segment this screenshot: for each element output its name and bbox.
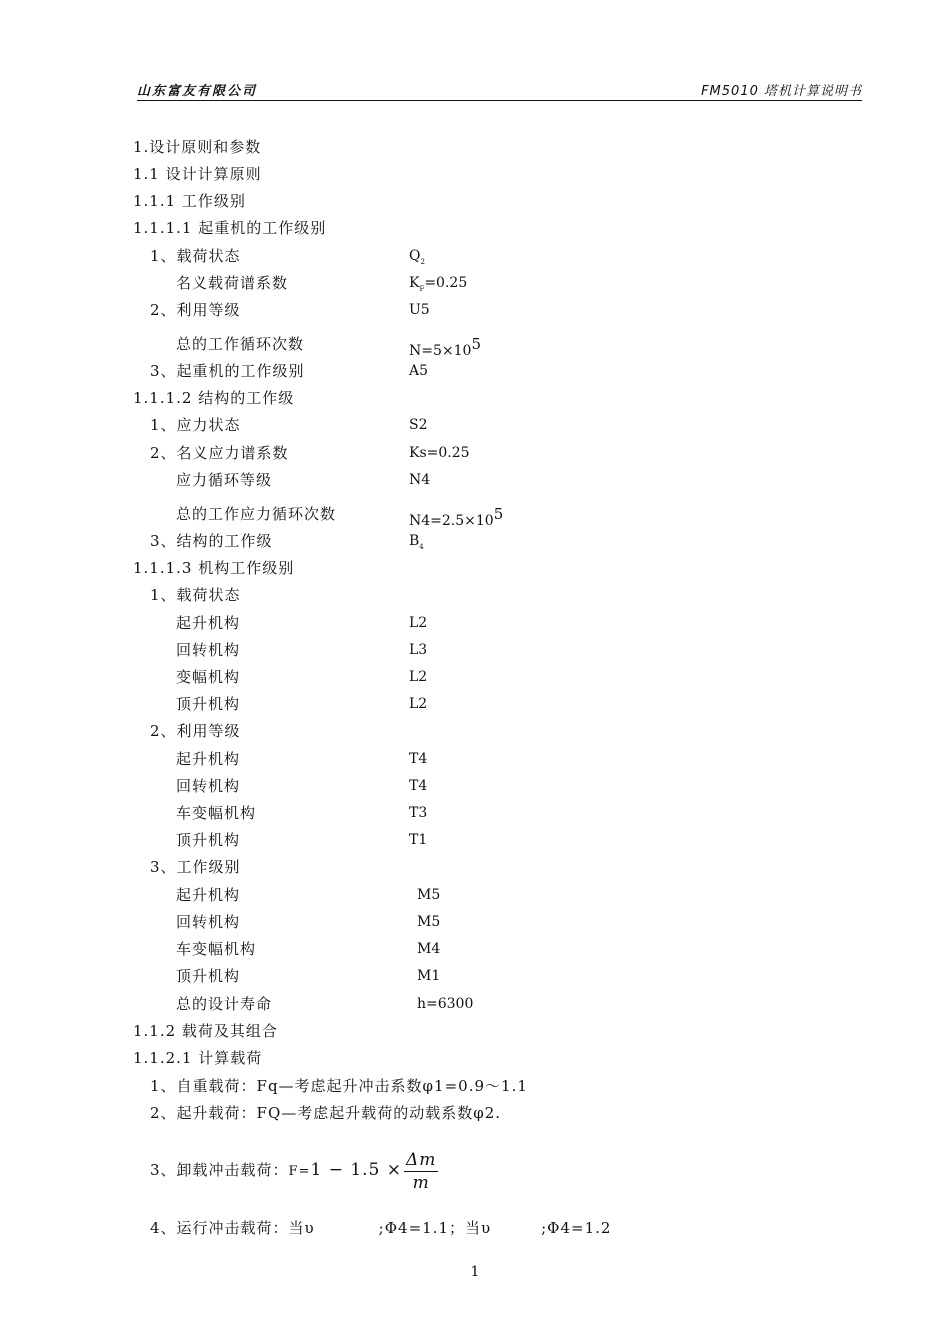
item-value: L2 <box>409 669 428 685</box>
item-value: M5 <box>417 914 441 930</box>
item-label: 起升机构 <box>176 614 241 632</box>
item-value: M4 <box>417 941 441 957</box>
formula-unload-impact: 3、卸载冲击载荷：F=1 − 1.5 × $\frac{\Delta m}{m}$ <box>150 1149 437 1193</box>
company-name: 山东富友有限公司 <box>137 84 258 99</box>
heading-1-1: 1.1 设计计算原则 <box>133 165 262 183</box>
heading-1-1-1-2: 1.1.1.2 结构的工作级 <box>133 389 295 407</box>
item-value: U5 <box>409 302 430 318</box>
item-label: 回转机构 <box>176 913 241 931</box>
item-label: 3、工作级别 <box>150 858 241 876</box>
fraction: $\frac{\Delta m}{m}$ <box>406 1149 437 1193</box>
item-label: 2、名义应力谱系数 <box>150 444 289 462</box>
item-value: L2 <box>409 696 428 712</box>
item-label: 顶升机构 <box>176 967 241 985</box>
item-label: 2、利用等级 <box>150 722 241 740</box>
item-value: N=5×105 <box>409 335 481 359</box>
heading-1-1-1: 1.1.1 工作级别 <box>133 192 246 210</box>
item-label: 1、载荷状态 <box>150 247 241 265</box>
heading-1-1-2-1: 1.1.2.1 计算载荷 <box>133 1049 263 1067</box>
item-value: M1 <box>417 968 441 984</box>
page-header <box>137 78 862 101</box>
item-label: 总的设计寿命 <box>176 995 273 1013</box>
item-value: h=6300 <box>417 996 474 1012</box>
item-label: 3、结构的工作级 <box>150 532 273 550</box>
item-label: 回转机构 <box>176 777 241 795</box>
item-running-impact: 4、运行冲击载荷：当υ ;Φ4=1.1；当υ ;Φ4=1.2 <box>150 1219 612 1237</box>
heading-1: 1.设计原则和参数 <box>133 138 262 156</box>
document-title: FM5010 塔机计算说明书 <box>701 84 862 99</box>
item-value: N4 <box>409 472 431 488</box>
item-value: N4=2.5×105 <box>409 505 504 529</box>
item-value: M5 <box>417 887 441 903</box>
item-value: $Q_2$ <box>409 248 425 266</box>
item-value: T3 <box>409 805 428 821</box>
item-label: 1、应力状态 <box>150 416 241 434</box>
item-label: 应力循环等级 <box>176 471 273 489</box>
page-number: 1 <box>470 1264 480 1280</box>
item-label: 顶升机构 <box>176 831 241 849</box>
item-label: 变幅机构 <box>176 668 241 686</box>
item-value: T4 <box>409 751 428 767</box>
item-label: 起升机构 <box>176 886 241 904</box>
item-label: 回转机构 <box>176 641 241 659</box>
item-label: 车变幅机构 <box>176 940 257 958</box>
item-label: 总的工作循环次数 <box>176 335 305 353</box>
item-value: $B_4$ <box>409 533 424 551</box>
item-value: Ks=0.25 <box>409 445 470 461</box>
item-value: $K_F=0.25$ <box>409 275 468 293</box>
item-value: T4 <box>409 778 428 794</box>
item-value: L3 <box>409 642 428 658</box>
item-value: A5 <box>409 363 429 379</box>
item-value: T1 <box>409 832 428 848</box>
heading-1-1-2: 1.1.2 载荷及其组合 <box>133 1022 278 1040</box>
item-label: 1、自重载荷：Fq—考虑起升冲击系数φ1=0.9～1.1 <box>150 1077 528 1095</box>
heading-1-1-1-1: 1.1.1.1 起重机的工作级别 <box>133 219 327 237</box>
item-label: 2、起升载荷：FQ—考虑起升载荷的动载系数φ2. <box>150 1104 502 1122</box>
item-label: 车变幅机构 <box>176 804 257 822</box>
item-label: 3、起重机的工作级别 <box>150 362 305 380</box>
item-value: S2 <box>409 417 428 433</box>
item-value: L2 <box>409 615 428 631</box>
item-label: 顶升机构 <box>176 695 241 713</box>
heading-1-1-1-3: 1.1.1.3 机构工作级别 <box>133 559 295 577</box>
item-label: 2、利用等级 <box>150 301 241 319</box>
item-label: 1、载荷状态 <box>150 586 241 604</box>
item-label: 总的工作应力循环次数 <box>176 505 337 523</box>
item-label: 起升机构 <box>176 750 241 768</box>
item-label: 名义载荷谱系数 <box>176 274 289 292</box>
